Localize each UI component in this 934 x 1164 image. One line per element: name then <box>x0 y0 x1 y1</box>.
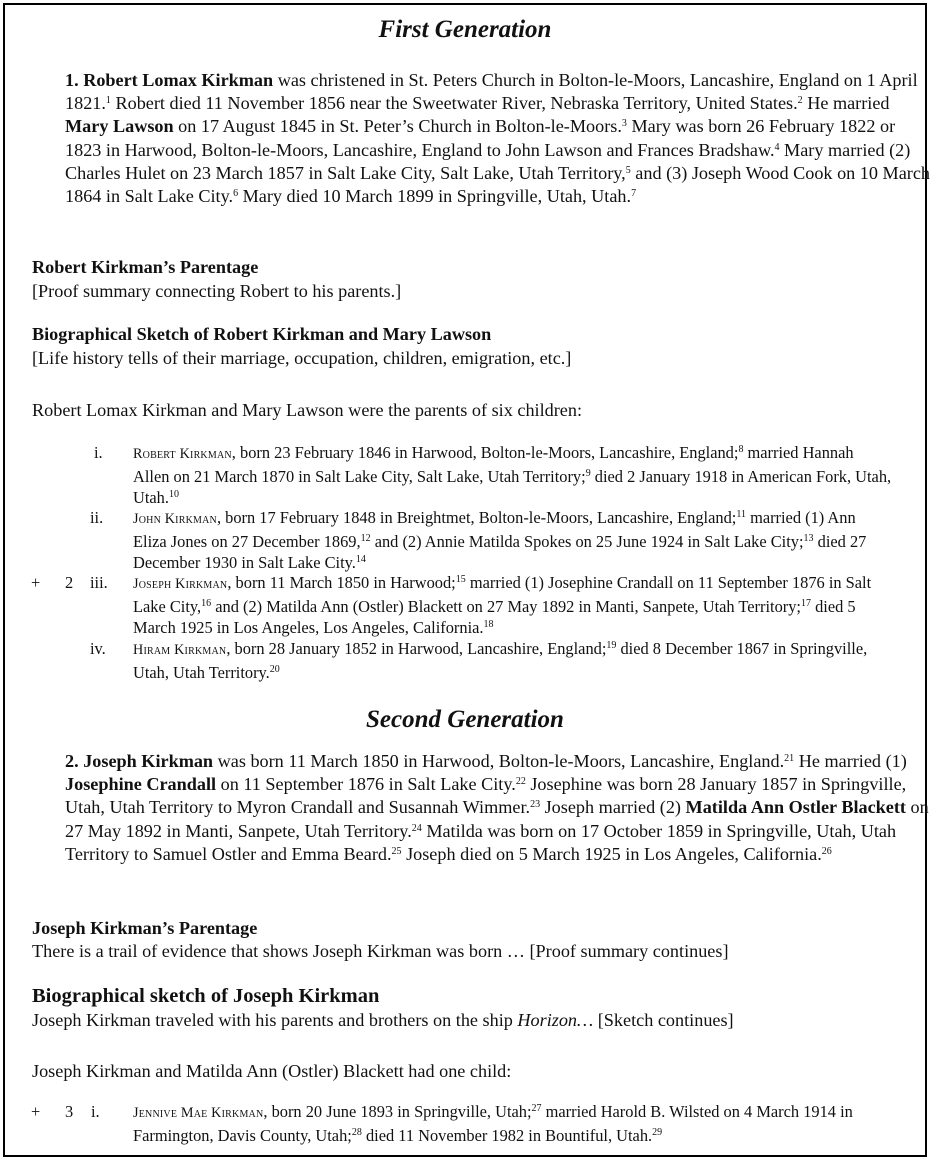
bold-name: Joseph Kirkman <box>83 751 214 771</box>
child-ordinal: i. <box>94 443 103 462</box>
footnote-ref: 4 <box>774 141 780 153</box>
footnote-ref: 12 <box>360 532 371 544</box>
child-details <box>133 638 893 683</box>
footnote-ref: 1 <box>105 95 111 107</box>
text-run: died 27 December 1930 in Salt Lake City. <box>133 531 867 573</box>
footnote-ref: 22 <box>515 776 526 788</box>
text-run: and (2) Annie Matilda Spokes on 25 June 1924 in Salt Lake City; <box>370 531 804 551</box>
footnote-ref: 9 <box>585 467 591 479</box>
text-run: He married (1) <box>794 751 907 771</box>
footnote-ref: 24 <box>411 822 422 834</box>
text-run: died 8 December 1867 in Springville, Utah, Utah Territory. <box>133 639 868 682</box>
child-ordinal: iv. <box>90 639 106 658</box>
footnote-ref: 23 <box>530 799 541 811</box>
joseph-children-intro: Joseph Kirkman and Matilda Ann (Ostler) Blackett had one child: <box>32 1061 512 1081</box>
text-run: was born 11 March 1850 in Harwood, Bolton-le-Moors, Lancashire, England. <box>213 751 785 771</box>
footnote-ref: 25 <box>391 845 402 857</box>
joseph-kirkman-entry <box>32 750 934 866</box>
child-details <box>133 507 893 574</box>
text-run: on 27 May 1892 in Manti, Sanpete, Utah Territory. <box>65 797 929 841</box>
footnote-ref: 16 <box>201 597 212 609</box>
footnote-ref: 19 <box>606 640 617 651</box>
footnote-ref: 7 <box>631 188 637 200</box>
bold-name: Mary Lawson <box>65 116 174 137</box>
footnote-ref: 3 <box>621 118 627 130</box>
text-run: died 11 November 1982 in Bountiful, Utah. <box>361 1125 653 1145</box>
text-run: , born 20 June 1893 in Springville, Utah; <box>263 1102 532 1121</box>
text-run: Matilda was born on 17 October 1859 in Springville, Utah, Utah Territory to Samuel Ostler and Emma Beard. <box>65 820 897 864</box>
text-run: and (3) Joseph Wood Cook on 10 March 1864 in Salt Lake City. <box>65 162 931 207</box>
child-name: Hiram Kirkman <box>133 642 227 658</box>
bold-name: Matilda Ann Ostler Blackett <box>685 797 906 818</box>
text-run: was christened in St. Peters Church in Bolton-le-Moors, Lancashire, England on 1 April 1821. <box>65 70 918 114</box>
text-run: died 2 January 1918 in American Fork, Utah, Utah. <box>133 466 892 508</box>
footnote-ref: 5 <box>625 164 631 176</box>
footnote-ref: 11 <box>736 509 746 520</box>
child-name: John Kirkman <box>133 511 217 527</box>
text-run: married Hannah Allen on 21 March 1870 in Salt Lake City, Salt Lake, Utah Territory; <box>133 443 854 486</box>
footnote-ref: 13 <box>803 532 814 544</box>
text-run: died 5 March 1925 in Los Angeles, Los Angeles, California. <box>133 596 856 638</box>
footnote-ref: 10 <box>168 489 179 501</box>
child-name: Joseph Kirkman <box>133 576 228 592</box>
robert-children-intro: Robert Lomax Kirkman and Mary Lawson were the parents of six children: <box>32 400 583 420</box>
footnote-ref: 21 <box>784 753 795 764</box>
text-run: Josephine was born 28 January 1857 in Springville, Utah, Utah Territory to Myron Crandall and Susannah Wimmer. <box>65 774 907 818</box>
footnote-ref: 17 <box>800 597 811 609</box>
footnote-ref: 8 <box>738 444 744 455</box>
bold-name: 1. <box>65 70 84 90</box>
child-details <box>133 442 893 509</box>
footnote-ref: 2 <box>797 95 803 107</box>
first-generation-heading: First Generation <box>378 16 552 43</box>
footnote-ref: 20 <box>269 663 280 675</box>
generation-number: 2 <box>65 573 74 592</box>
bold-name: Josephine Crandall <box>65 774 217 795</box>
text-run: , born 11 March 1850 in Harwood; <box>227 573 456 592</box>
child-ordinal: iii. <box>90 573 108 592</box>
text-run: , born 28 January 1852 in Harwood, Lancashire, England; <box>226 639 607 658</box>
bio-text-post: [Sketch continues] <box>593 1010 734 1030</box>
footnote-ref: 27 <box>531 1103 542 1114</box>
child-name: Robert Kirkman <box>133 446 232 462</box>
bio-text-pre: Joseph Kirkman traveled with his parents and brothers on the ship <box>32 1010 518 1030</box>
footnote-ref: 29 <box>652 1126 663 1138</box>
robert-kirkman-entry <box>32 69 934 208</box>
generation-number: 3 <box>65 1102 74 1121</box>
text-run: He married <box>802 93 890 114</box>
continuation-marker: + <box>31 1102 41 1121</box>
text-run: , born 23 February 1846 in Harwood, Bolton-le-Moors, Lancashire, England; <box>231 443 739 462</box>
footnote-ref: 26 <box>821 845 832 857</box>
robert-bio-text: [Life history tells of their marriage, occupation, children, emigration, etc.] <box>32 348 572 368</box>
text-run: Mary died 10 March 1899 in Springville, Utah, Utah. <box>238 186 632 207</box>
text-run: married (1) Josephine Crandall on 11 September 1876 in Salt Lake City, <box>133 573 872 616</box>
ship-name: Horizon… <box>517 1010 594 1030</box>
footnote-ref: 6 <box>233 188 239 200</box>
text-run: Robert died 11 November 1856 near the Sweetwater River, Nebraska Territory, United States. <box>110 93 798 114</box>
text-run: Mary married (2) Charles Hulet on 23 March 1857 in Salt Lake City, Salt Lake, Utah Territory, <box>65 139 911 183</box>
joseph-parentage-heading: Joseph Kirkman’s Parentage <box>32 918 258 938</box>
child-ordinal: ii. <box>90 508 104 527</box>
robert-parentage-heading: Robert Kirkman’s Parentage <box>32 257 259 277</box>
text-run: on 17 August 1845 in St. Peter’s Church in Bolton-le-Moors. <box>173 116 622 137</box>
joseph-bio-text <box>32 1009 734 1032</box>
child-details <box>133 1101 893 1146</box>
text-run: married (1) Ann Eliza Jones on 27 December 1869, <box>133 508 856 551</box>
text-run: Joseph died on 5 March 1925 in Los Angeles, California. <box>401 843 822 864</box>
text-run: Joseph married (2) <box>540 797 686 818</box>
joseph-parentage-text: There is a trail of evidence that shows Joseph Kirkman was born … [Proof summary continues] <box>32 941 729 961</box>
child-details <box>133 572 893 639</box>
robert-parentage-text: [Proof summary connecting Robert to his parents.] <box>32 281 402 301</box>
joseph-bio-heading: Biographical sketch of Joseph Kirkman <box>32 985 380 1007</box>
child-ordinal: i. <box>91 1102 100 1121</box>
footnote-ref: 28 <box>351 1126 362 1138</box>
text-run: on 11 September 1876 in Salt Lake City. <box>216 774 516 795</box>
child-name: Jennive Mae Kirkman <box>133 1105 264 1121</box>
document-page <box>3 3 931 1157</box>
text-run: , born 17 February 1848 in Breightmet, Bolton-le-Moors, Lancashire, England; <box>216 508 737 527</box>
footnote-ref: 14 <box>355 554 366 566</box>
bold-name: 2. <box>65 751 84 771</box>
robert-bio-heading: Biographical Sketch of Robert Kirkman and Mary Lawson <box>32 324 492 344</box>
footnote-ref: 15 <box>455 574 466 585</box>
bold-name: Robert Lomax Kirkman <box>83 70 274 90</box>
second-generation-heading: Second Generation <box>366 706 564 733</box>
text-run: and (2) Matilda Ann (Ostler) Blackett on 27 May 1892 in Manti, Sanpete, Utah Territory; <box>211 596 801 616</box>
text-run: married Harold B. Wilsted on 4 March 1914 in Farmington, Davis County, Utah; <box>133 1102 853 1145</box>
continuation-marker: + <box>31 573 41 592</box>
text-run: Mary was born 26 February 1822 or 1823 in Harwood, Bolton-le-Moors, Lancashire, England to John Lawson and Frances Bradshaw. <box>65 116 896 160</box>
footnote-ref: 18 <box>483 619 494 631</box>
